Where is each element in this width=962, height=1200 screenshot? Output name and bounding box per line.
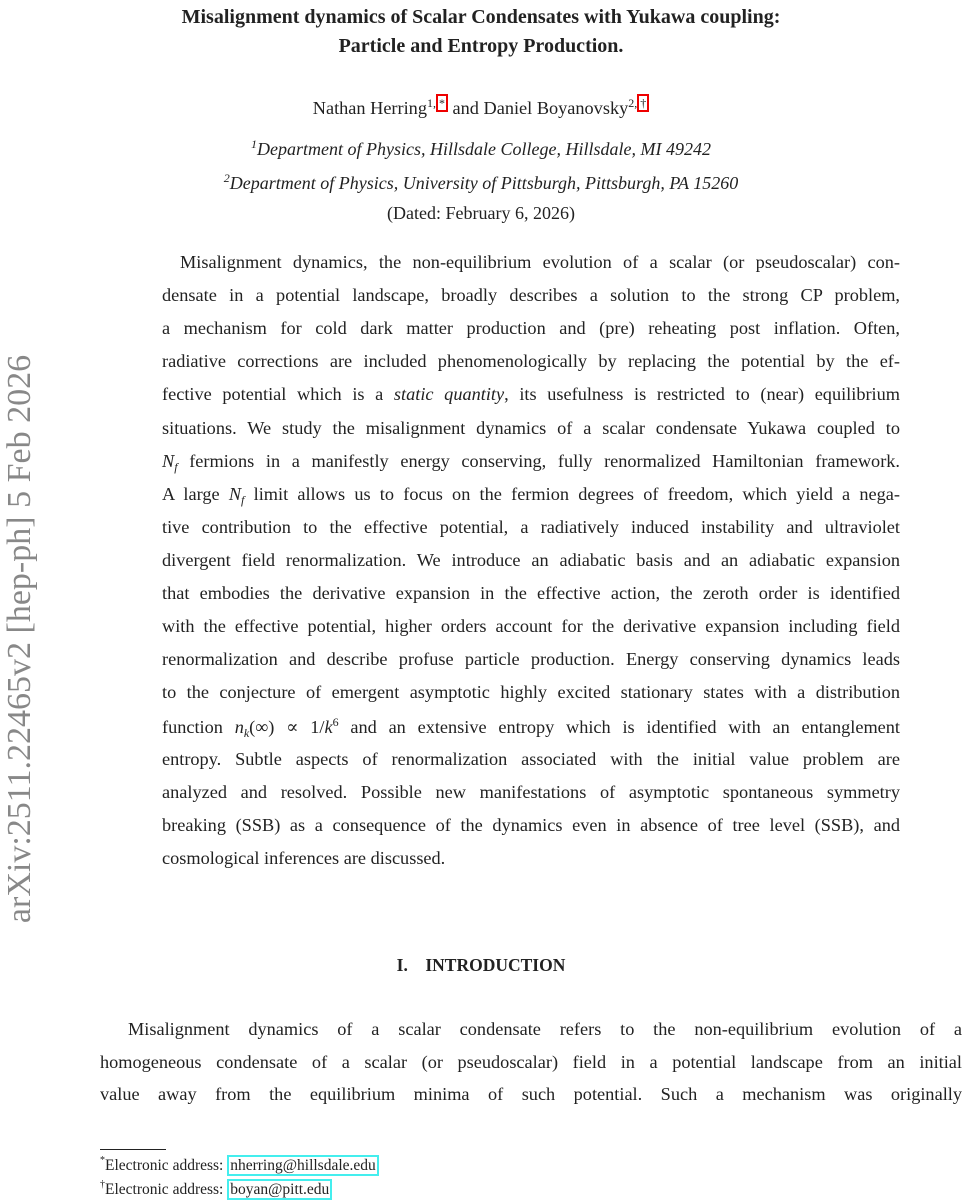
footnote-mark: * bbox=[100, 1155, 105, 1166]
abstract-text-segment: to the conjecture of emergent asymptotic highly excited stationary states with a distribution bbox=[162, 682, 900, 703]
affiliation bbox=[0, 171, 962, 194]
affiliation-text: Department of Physics, University of Pittsburgh, Pittsburgh, PA 15260 bbox=[229, 173, 739, 193]
affiliation-mark: 1, bbox=[426, 96, 436, 110]
abstract-text-segment: f bbox=[241, 492, 245, 507]
abstract-text-segment: radiative corrections are included phenomenologically by replacing the potential by the ef- bbox=[162, 351, 900, 372]
abstract-text-segment: divergent field renormalization. We introduce an adiabatic basis and an adiabatic expansion bbox=[162, 549, 900, 570]
abstract-line bbox=[162, 550, 900, 571]
abstract-text-segment: cosmological inferences are discussed. bbox=[162, 847, 446, 868]
abstract-line bbox=[162, 384, 900, 405]
section-heading: I. INTRODUCTION bbox=[396, 955, 566, 975]
abstract-text-segment: n bbox=[234, 717, 244, 738]
abstract-text-segment: breaking (SSB) as a consequence of the dynamics even in absence of tree level (SSB), and bbox=[162, 814, 900, 835]
abstract-text-segment: , its usefulness is restricted to (near) equilibrium bbox=[504, 384, 900, 405]
author-name: Nathan Herring bbox=[312, 98, 427, 118]
abstract-line bbox=[180, 252, 900, 273]
footnote-link[interactable]: * bbox=[436, 94, 448, 112]
abstract-text-segment: tive contribution to the effective potential, a radiatively induced instability and ultraviolet bbox=[162, 516, 900, 537]
abstract-line bbox=[162, 351, 900, 372]
abstract-text-segment: N bbox=[228, 483, 242, 504]
abstract-line bbox=[162, 649, 900, 670]
abstract-text-segment: f bbox=[174, 459, 178, 474]
abstract-text-segment: and an extensive entropy which is identified with an entanglement bbox=[338, 717, 901, 738]
abstract-line bbox=[162, 715, 900, 741]
abstract-line bbox=[162, 782, 900, 803]
authors bbox=[0, 96, 962, 119]
footnote-mark: † bbox=[100, 1179, 105, 1190]
intro-line: value away from the equilibrium minima of such potential. Such a mechanism was originally bbox=[100, 1084, 962, 1105]
footnote bbox=[100, 1179, 332, 1199]
affiliation-text: Department of Physics, Hillsdale College, Hillsdale, MI 49242 bbox=[257, 139, 711, 159]
footnote-label: Electronic address: bbox=[105, 1157, 228, 1174]
abstract-line bbox=[162, 749, 900, 770]
abstract-text-segment: densate in a potential landscape, broadly describes a solution to the strong CP problem, bbox=[162, 285, 900, 306]
abstract-line bbox=[162, 318, 900, 339]
abstract-text-segment: with the effective potential, higher orders account for the derivative expansion including field bbox=[162, 616, 900, 637]
dated: (Dated: February 6, 2026) bbox=[387, 203, 575, 223]
abstract-text-segment: fermions in a manifestly energy conserving, fully renormalized Hamiltonian framework. bbox=[177, 450, 900, 471]
abstract-text-segment: limit allows us to focus on the fermion degrees of freedom, which yield a nega- bbox=[244, 483, 900, 504]
abstract-text-segment: situations. We study the misalignment dynamics of a scalar condensate Yukawa coupled to bbox=[162, 417, 900, 438]
abstract-text-segment: fective potential which is a bbox=[162, 384, 394, 405]
footnote-label: Electronic address: bbox=[105, 1181, 228, 1198]
abstract-text-segment: that embodies the derivative expansion in the effective action, the zeroth order is identified bbox=[162, 583, 900, 603]
email-link[interactable]: boyan@pitt.edu bbox=[227, 1179, 332, 1200]
arxiv-sidebar-stamp: arXiv:2511.22465v2 [hep-ph] 5 Feb 2026 bbox=[1, 354, 38, 924]
footnote-link[interactable]: † bbox=[637, 94, 649, 112]
footnote-rule bbox=[100, 1149, 166, 1150]
affiliation-mark: 2 bbox=[223, 171, 230, 185]
email-link[interactable]: nherring@hillsdale.edu bbox=[227, 1155, 379, 1176]
affiliation-mark: 1 bbox=[251, 137, 258, 151]
abstract-line bbox=[162, 484, 900, 508]
abstract-text-segment: N bbox=[162, 450, 175, 471]
abstract-text-segment: a mechanism for cold dark matter production and (pre) reheating post inflation. Often, bbox=[162, 318, 900, 339]
abstract-text-segment: renormalization and describe profuse particle production. Energy conserving dynamics leads bbox=[162, 649, 900, 670]
title-line-2: Particle and Entropy Production. bbox=[338, 35, 624, 57]
abstract-text-segment: k bbox=[324, 717, 333, 738]
abstract-text-segment: k bbox=[243, 726, 250, 741]
and-text: and bbox=[447, 98, 484, 118]
abstract-text-segment: function bbox=[162, 717, 235, 738]
abstract-text-segment: Misalignment dynamics, the non-equilibrium evolution of a scalar (or pseudoscalar) con- bbox=[180, 252, 900, 272]
abstract-line bbox=[162, 616, 900, 637]
footnote bbox=[100, 1155, 379, 1175]
intro-line: homogeneous condensate of a scalar (or pseudoscalar) field in a potential landscape from an initial bbox=[100, 1051, 962, 1072]
title-line-1: Misalignment dynamics of Scalar Condensates with Yukawa coupling: bbox=[181, 6, 781, 28]
abstract-line bbox=[162, 517, 900, 538]
abstract-line bbox=[162, 451, 900, 475]
abstract-text-segment: entropy. Subtle aspects of renormalization associated with the initial value problem are bbox=[162, 748, 900, 769]
abstract-line bbox=[162, 682, 900, 703]
abstract-text-segment: 6 bbox=[332, 715, 339, 730]
abstract-line bbox=[162, 285, 900, 306]
affiliation-mark: 2, bbox=[628, 96, 638, 110]
intro-line: Misalignment dynamics of a scalar condensate refers to the non-equilibrium evolution of a bbox=[128, 1019, 962, 1039]
affiliation bbox=[0, 137, 962, 160]
abstract-line bbox=[162, 848, 900, 869]
abstract-line bbox=[162, 583, 900, 604]
abstract-line bbox=[162, 418, 900, 439]
author-name: Daniel Boyanovsky bbox=[483, 98, 629, 118]
abstract-text-segment: analyzed and resolved. Possible new manifestations of asymptotic spontaneous symmetry bbox=[162, 781, 900, 802]
abstract-line bbox=[162, 815, 900, 836]
abstract-text-segment: (∞) ∝ 1/ bbox=[249, 717, 325, 738]
abstract-text-segment: static quantity bbox=[393, 384, 505, 405]
abstract-text-segment: A large bbox=[162, 483, 229, 504]
